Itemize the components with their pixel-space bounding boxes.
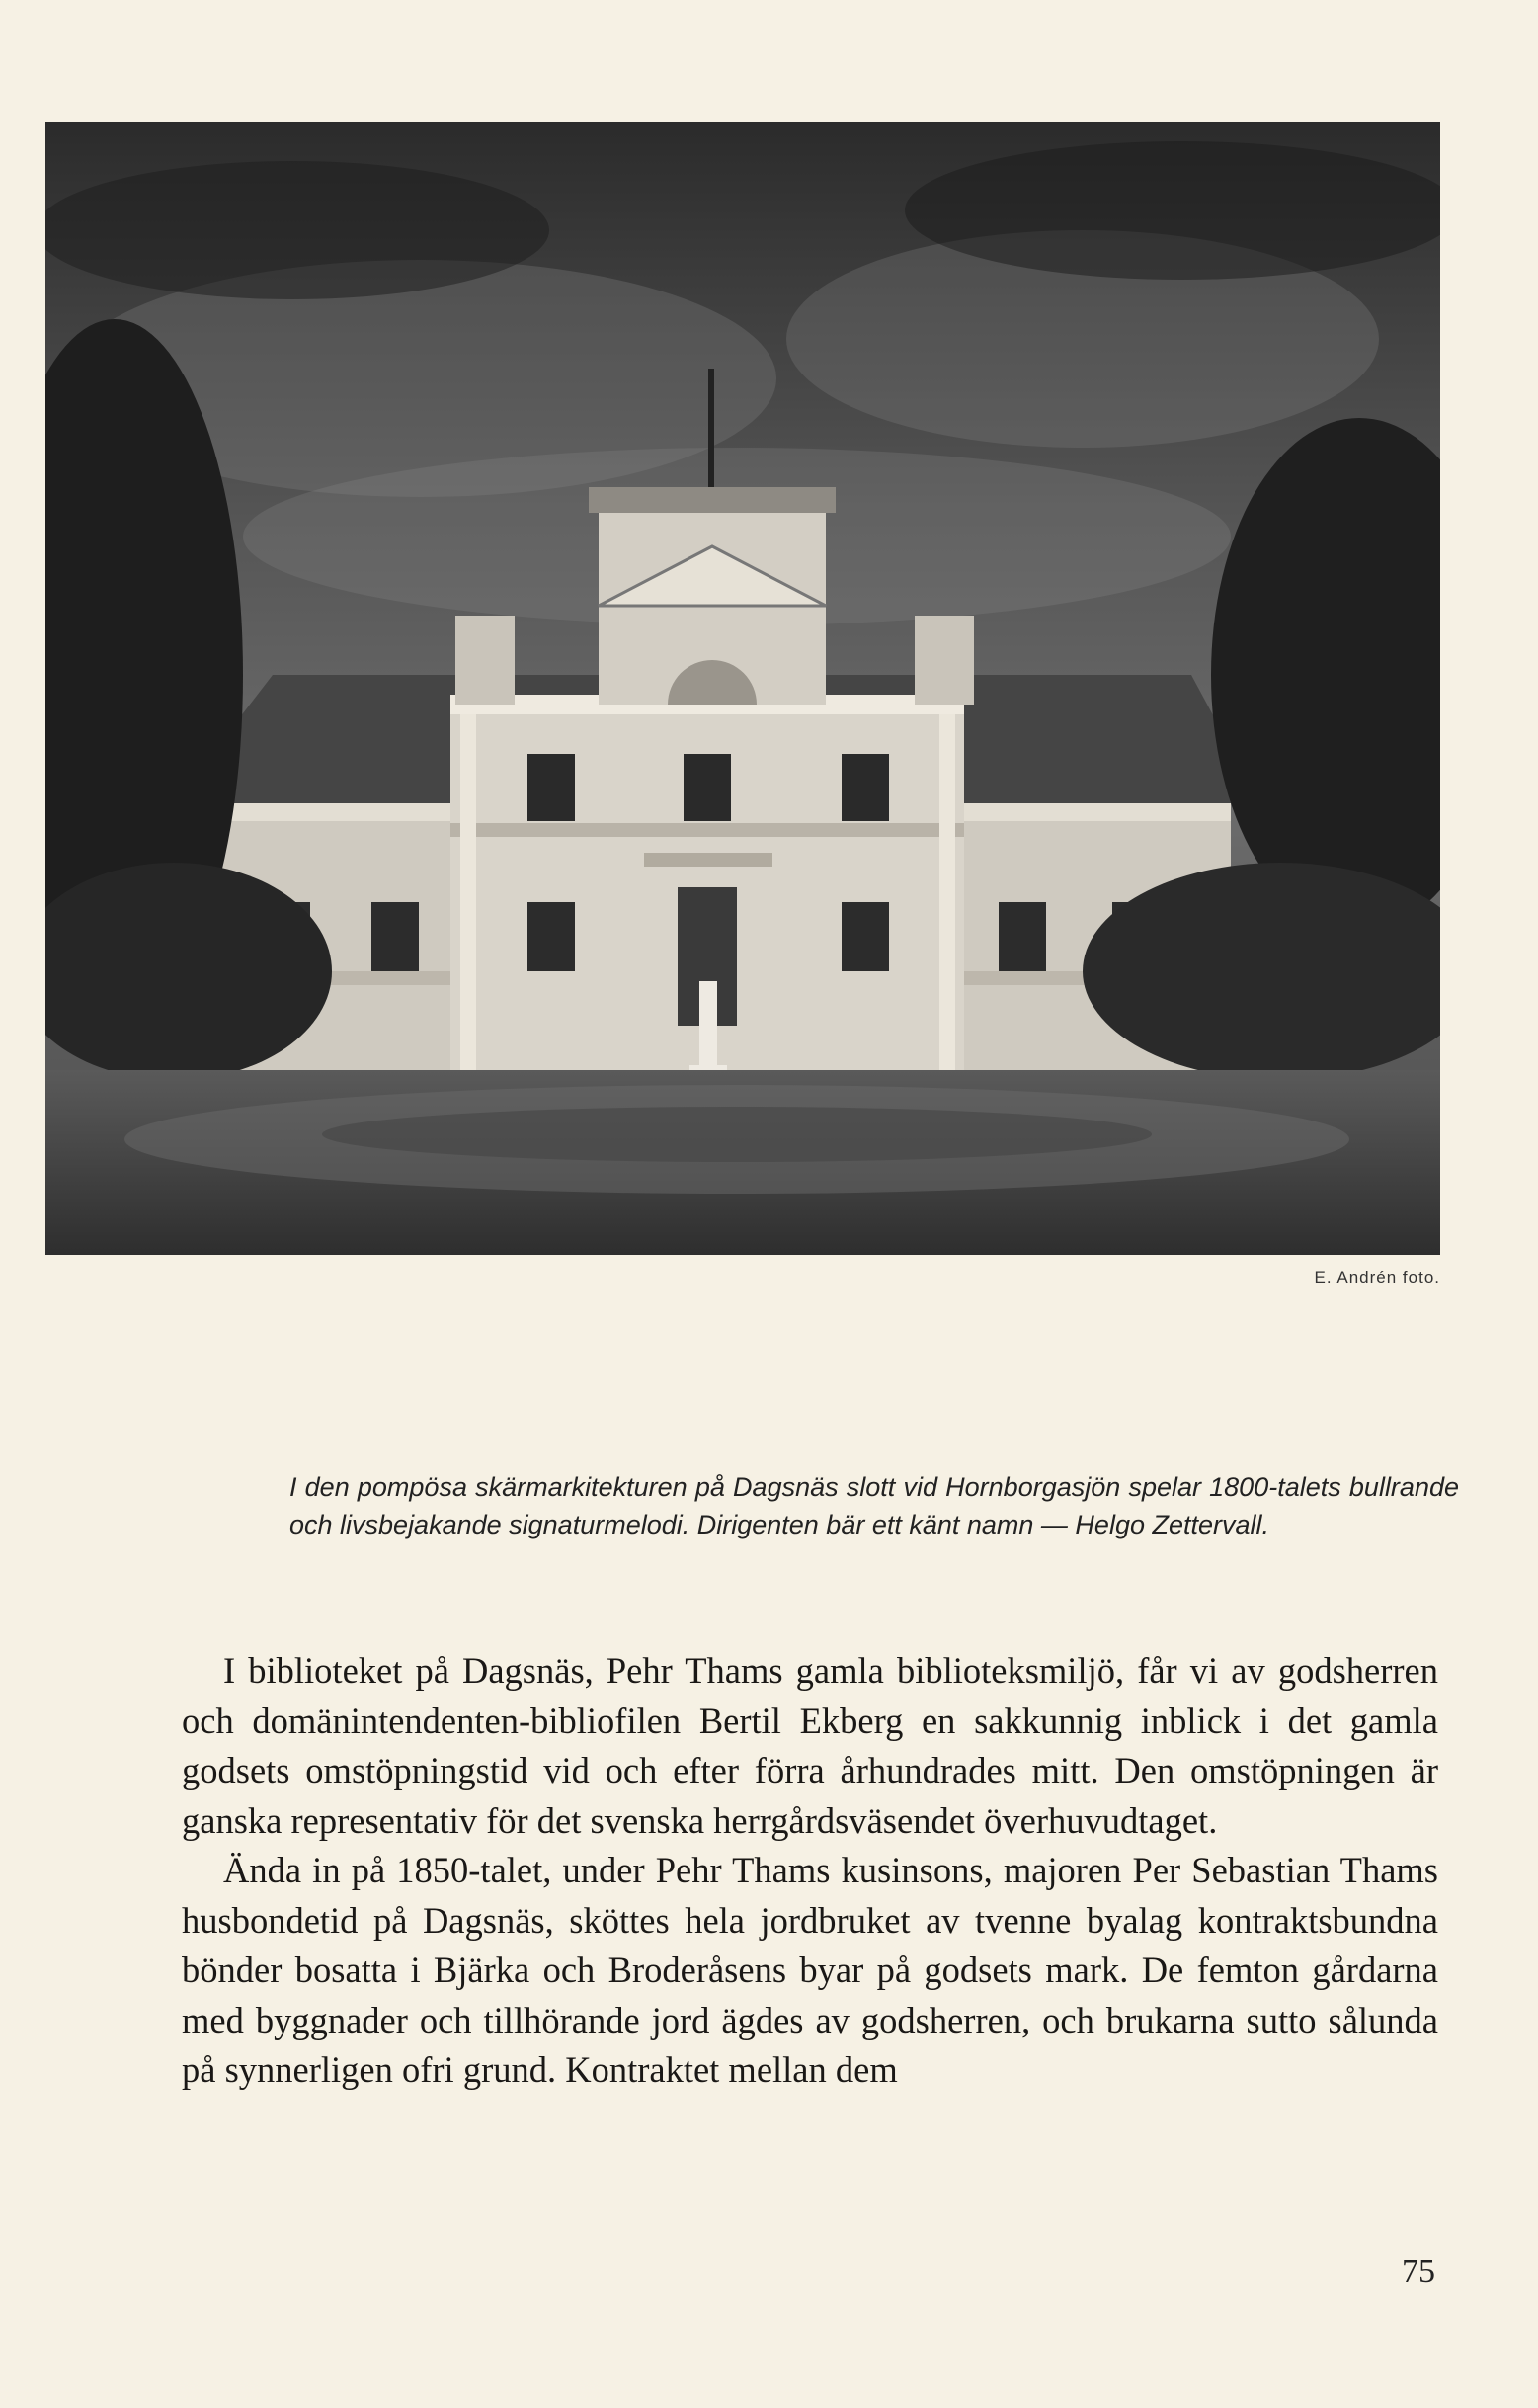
manor-illustration [45,122,1440,1255]
photo-credit: E. Andrén foto. [1314,1268,1440,1287]
manor-photograph [45,122,1440,1255]
body-paragraph: Ända in på 1850-talet, under Pehr Thams kusinsons, majoren Per Sebastian Thams husbondetid på Dagsnäs, sköttes hela jordbruket av tvenne byalag kontraktsbundna bönder bosatta i Bjärka och Broderåsens byar på godsets mark. De femton gårdarna med byggnader och tillhörande jord ägdes av godsherren, och brukarna sutto sålunda på synnerligen ofri grund. Kontraktet mellan dem [182,1850,1438,2090]
photo-caption [289,1468,1459,1543]
caption-text: I den pompösa skärmarkitekturen på Dagsnäs slott vid Hornborgasjön spelar 1800-talets bullrande och livsbejakande signaturmelodi. Dirigenten bär ett känt namn — Helgo Zettervall. [289,1472,1459,1539]
article-body [182,1646,1438,2096]
page-number: 75 [1402,2253,1435,2289]
body-paragraph: I biblioteket på Dagsnäs, Pehr Thams gamla biblioteksmiljö, får vi av godsherren och domänintendenten-bibliofilen Bertil Ekberg en sakkunnig inblick i det gamla godsets omstöpningstid vid och efter förra århundrades mitt. Den omstöpningen är ganska representativ för det svenska herrgårdsväsendet överhuvudtaget. [182,1650,1438,1841]
